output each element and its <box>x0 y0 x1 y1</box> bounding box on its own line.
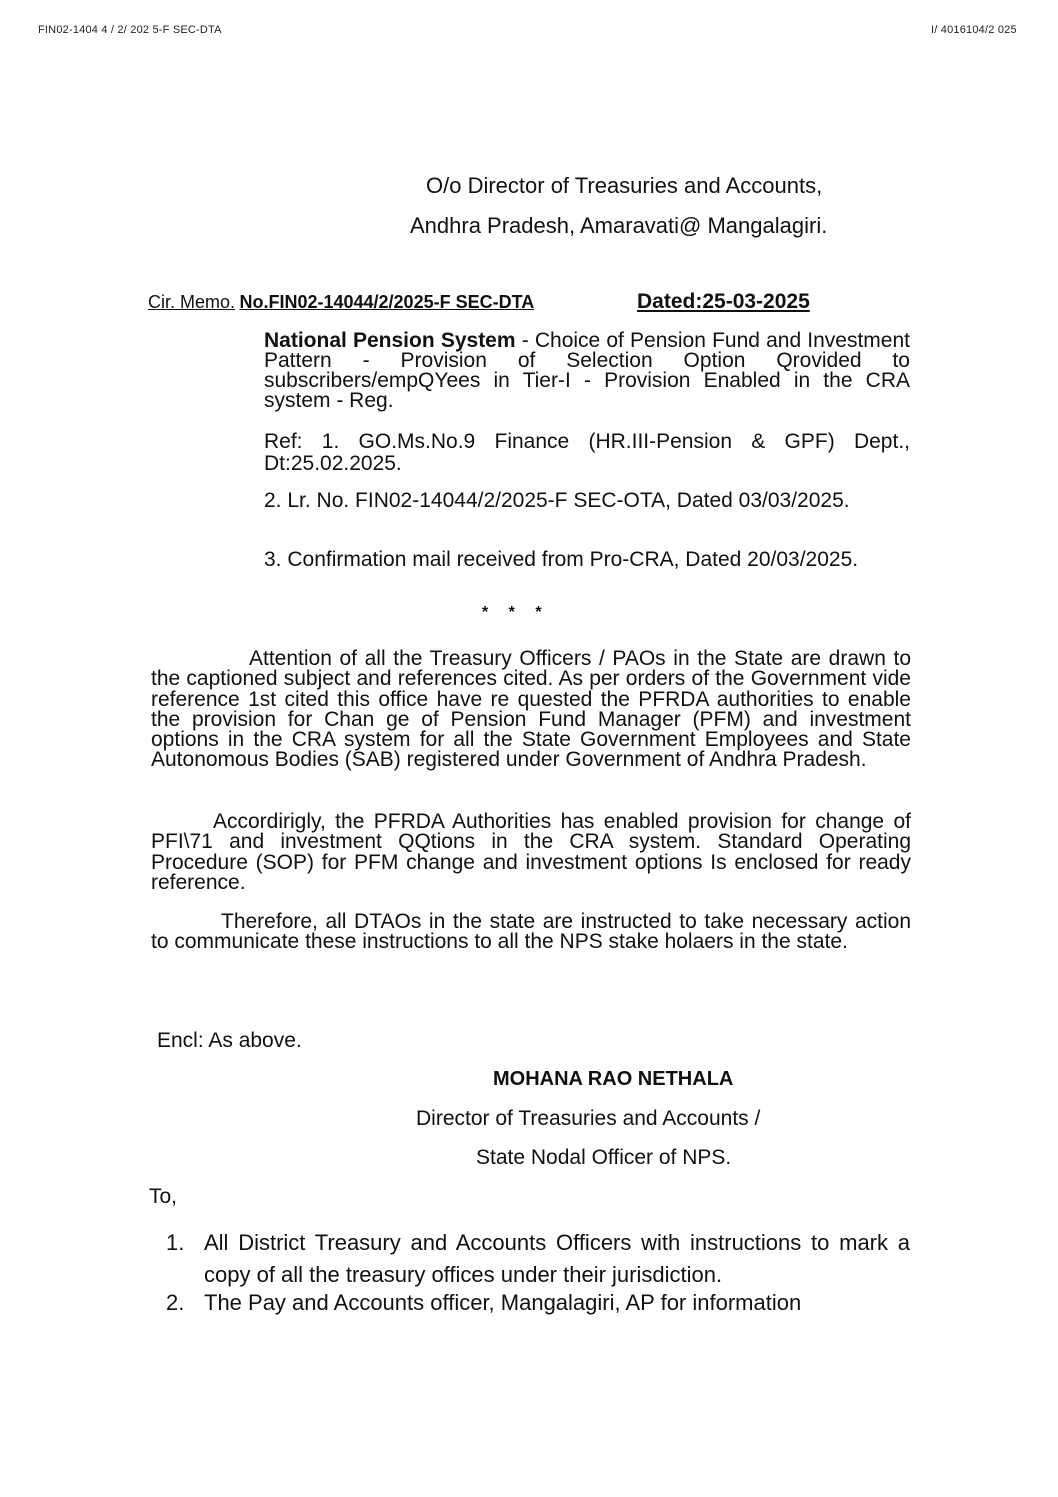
recipient-number: 2. <box>166 1290 185 1315</box>
signatory-designation-1: Director of Treasuries and Accounts / <box>416 1107 761 1130</box>
memo-prefix: Cir. Memo. <box>148 292 236 312</box>
signatory-designation-2: State Nodal Officer of NPS. <box>476 1146 732 1169</box>
memo-number: No.FIN02-14044/2/2025-F SEC-DTA <box>239 292 535 312</box>
section-separator: * * * <box>482 604 550 621</box>
recipient-item-1 <box>166 1227 910 1291</box>
subject-title: National Pension System <box>264 329 516 352</box>
office-line-2: Andhra Pradesh, Amaravati@ Mangalagiri. <box>410 213 828 238</box>
recipient-text: All District Treasury and Accounts Officers with instructions to mark a copy of all the treasury offices under their jurisdiction. <box>204 1230 910 1287</box>
to-label: To, <box>149 1185 178 1208</box>
subject <box>264 331 910 411</box>
office-line-1: O/o Director of Treasuries and Accounts, <box>426 173 823 198</box>
paragraph-attention: Attention of all the Treasury Officers / PAOs in the State are drawn to the captioned subject and references cited. As per orders of the Government vide reference 1st cited this office have re quested the PFRDA authorities to enable the provision for Chan ge of Pension Fund Manager (PFM) and investment options in the CRA system for all the State Government Employees and State Autonomous Bodies (SAB) registered under Government of Andhra Pradesh. <box>151 647 911 772</box>
document-header-right: I/ 4016104/2 025 <box>931 24 1017 36</box>
reference-3: 3. Confirmation mail received from Pro-CRA, Dated 20/03/2025. <box>264 548 859 571</box>
subject-text: - Choice of Pension Fund and Investment Pattern - Provision of Selection Option Qrovided to subscribers/empQYees in Tier-I - Provision Enabled in the CRA system - Reg. <box>264 329 910 412</box>
reference-1: Ref: 1. GO.Ms.No.9 Finance (HR.III-Pension & GPF) Dept., Dt:25.02.2025. <box>264 430 910 475</box>
enclosure-note: Encl: As above. <box>157 1029 302 1052</box>
memo-line <box>148 292 534 313</box>
signatory-name: MOHANA RAO NETHALA <box>493 1068 734 1090</box>
paragraph-accordingly: Accordirigly, the PFRDA Authorities has enabled provision for change of PFI\71 and investment QQtions in the CRA system. Standard Operating Procedure (SOP) for PFM change and investment options Is enclosed for ready reference. <box>151 810 911 894</box>
memo-date: Dated:25-03-2025 <box>637 290 810 313</box>
paragraph-therefore: Therefore, all DTAOs in the state are instructed to take necessary action to communicate these instructions to all the NPS stake holaers in the state. <box>151 910 911 954</box>
recipient-number: 1. <box>166 1230 185 1255</box>
recipient-text: The Pay and Accounts officer, Mangalagiri, AP for information <box>204 1290 802 1315</box>
document-header-left: FIN02-1404 4 / 2/ 202 5-F SEC-DTA <box>38 24 222 36</box>
recipient-item-2 <box>166 1287 910 1319</box>
reference-2: 2. Lr. No. FIN02-14044/2/2025-F SEC-OTA, Dated 03/03/2025. <box>264 489 850 512</box>
